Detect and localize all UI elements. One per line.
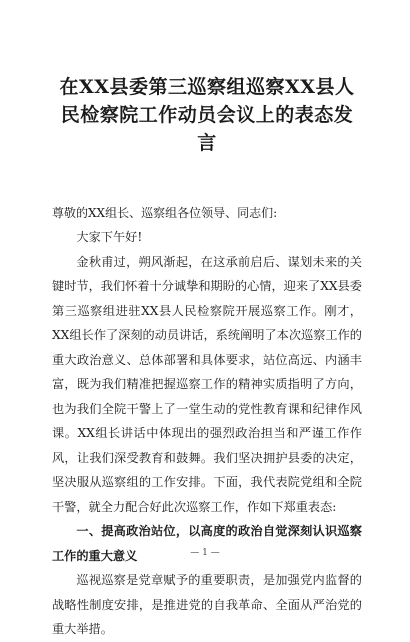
section-paragraph: 巡视巡察是党章赋予的重要职责，是加强党内监督的战略性制度安排，是推进党的自我革命、全面从严治党的重大举措。 — [52, 573, 362, 636]
salutation: 尊敬的XX组长、巡察组各位领导、同志们: — [52, 206, 278, 220]
section-heading: 一、提高政治站位，以高度的政治自觉深刻认识巡察工作的重大意义 — [52, 524, 362, 563]
document-title: 在XX县委第三巡察组巡察XX县人民检察院工作动员会议上的表态发言 — [59, 76, 355, 154]
body-paragraph: 金秋甫过，朔风渐起，在这承前启后、谋划未来的关键时节，我们怀着十分诚挚和期盼的心情，迎来了XX县委第三巡察组进驻XX县人民检察院开展巡察工作。刚才，XX组长作了深刻的动员讲话，系统阐明了本次巡察工作的重大政治意义、总体部署和具体要求，站位高远、内涵丰富，既为我们精准把握巡察工作的精神实质指明了方向，也为我们全院干警上了一堂生动的党性教育课和纪律作风课。XX组长讲话中体现出的强烈政治担当和严谨工作作风，让我们深受教育和鼓舞。我们坚决拥护县委的决定，坚决服从巡察组的工作安排。下面，我代表院党组和全院干警，就全力配合好此次巡察工作，作如下郑重表态: — [52, 254, 362, 514]
page-number: — 1 — — [190, 548, 220, 558]
greeting-line: 大家下午好! — [76, 230, 143, 244]
